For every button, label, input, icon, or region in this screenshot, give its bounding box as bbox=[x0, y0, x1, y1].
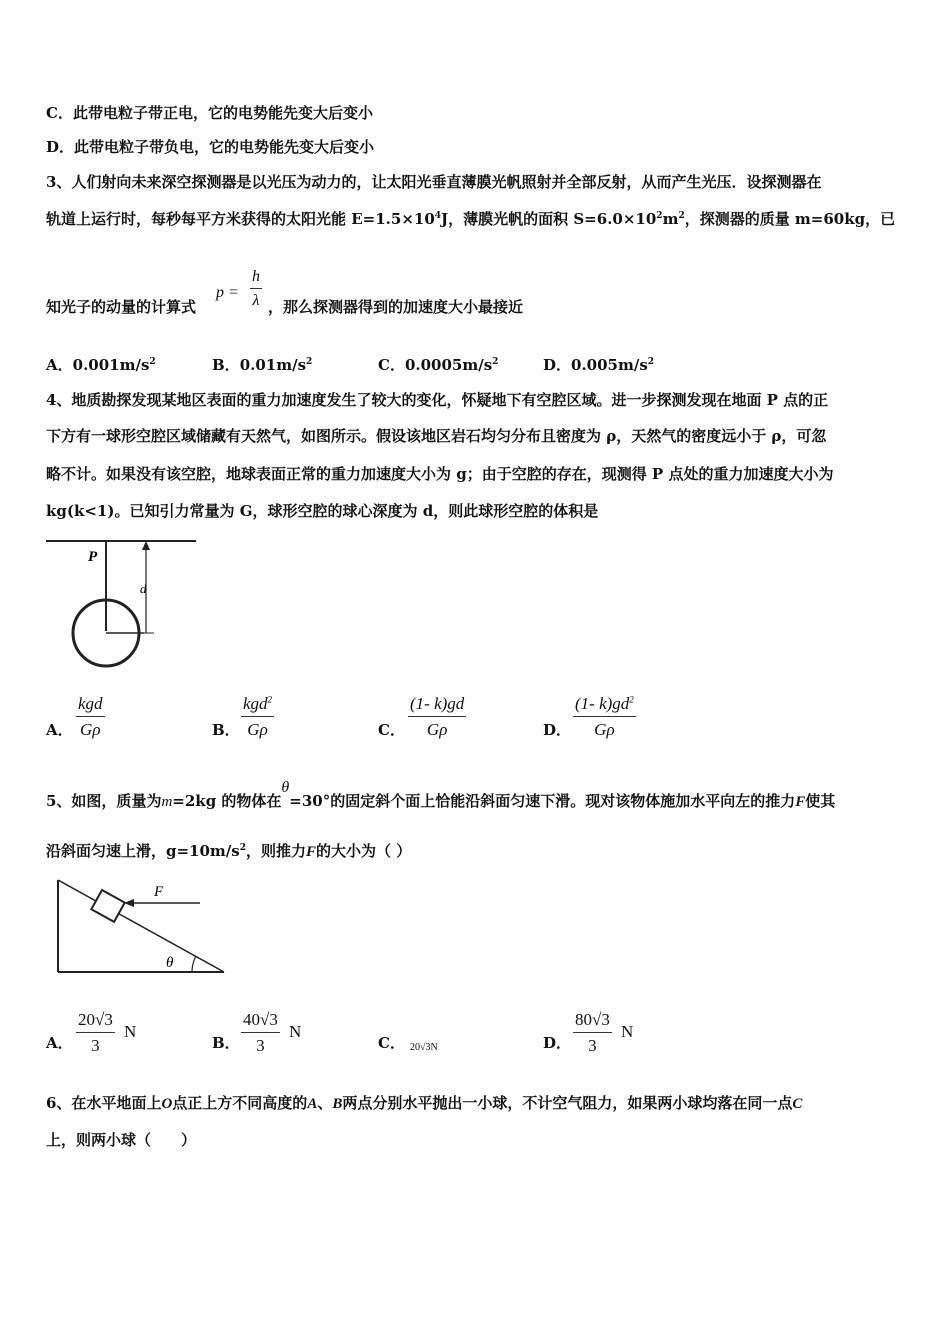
q5-option-b-fraction: $\frac{40√3}{3}$ bbox=[243, 1010, 278, 1055]
q3-option-d: D．$0.005m/s^2$ bbox=[543, 356, 655, 374]
q4-line1: 4、地质勘探发现某地区表面的重力加速度发生了较大的变化，怀疑地下有空腔区域。进一步探测发现在地面 P 点的正 bbox=[46, 391, 829, 409]
q5-option-a-label: A． bbox=[46, 1034, 73, 1052]
formula-p: p = bbox=[216, 284, 239, 301]
q3-line3b: ，那么探测器得到的加速度大小最接近 bbox=[268, 298, 524, 316]
q3-exp1: 4 bbox=[434, 211, 442, 221]
q4-line2: 下方有一球形空腔区域储藏有天然气，如图所示。假设该地区岩石均匀分布且密度为 ρ，天然气的密度远小于 ρ，可忽 bbox=[46, 427, 827, 445]
force-arrow-head bbox=[124, 899, 134, 907]
q5-option-d-fraction: $\frac{80√3}{3}$ bbox=[575, 1010, 610, 1055]
q3-line1: 3、人们射向未来深空探测器是以光压为动力的，让太阳光垂直薄膜光帆照射并全部反射，从而产生光压．设探测器在 bbox=[46, 173, 822, 191]
q3-line2 bbox=[46, 208, 895, 229]
label-theta: θ bbox=[166, 955, 174, 971]
q4-line3: 略不计。如果没有该空腔，地球表面正常的重力加速度大小为 g；由于空腔的存在，现测得 P 点处的重力加速度大小为 bbox=[46, 465, 834, 483]
q2-option-c: C．此带电粒子带正电，它的电势能先变大后变小 bbox=[46, 104, 373, 122]
q5-option-b-unit: N bbox=[289, 1022, 302, 1041]
incline-diagram bbox=[54, 870, 244, 980]
formula-h: h bbox=[250, 268, 262, 289]
q3-option-b: B．$0.01m/s^2$ bbox=[212, 356, 313, 374]
q6-line1: 6、在水平地面上O点正上方不同高度的A、B两点分别水平抛出一小球，不计空气阻力，如果两小球均落在同一点C bbox=[46, 1094, 803, 1112]
formula-lambda: λ bbox=[252, 292, 260, 309]
q3-line3a: 知光子的动量的计算式 bbox=[46, 298, 197, 316]
q3-line2b: J，薄膜光帆的面积 S=6.0×10 bbox=[441, 210, 657, 228]
incline-slope bbox=[58, 880, 224, 972]
q4-option-a-label: A． bbox=[46, 721, 73, 739]
label-f: F bbox=[154, 884, 164, 900]
q5-option-a-fraction: $\frac{20√3}{3}$ bbox=[78, 1010, 113, 1055]
q4-option-c-fraction: $\frac{(1- k)gd}{G\rho}$ bbox=[410, 694, 465, 739]
q5-option-c-value: 20√3N bbox=[410, 1042, 438, 1053]
q4-option-d-label: D． bbox=[543, 721, 572, 739]
q5-line1: 5、如图，质量为m=2kg 的物体在θ=30°的固定斜个面上恰能沿斜面匀速下滑。现对该物体施加水平向左的推力F使其 bbox=[46, 779, 836, 810]
block bbox=[91, 890, 124, 922]
q3-exp2: 2 bbox=[656, 211, 663, 221]
q3-line2a: 轨道上运行时，每秒每平方米获得的太阳光能 E=1.5×10 bbox=[46, 210, 435, 228]
q4-option-a-fraction: kgd Gρ bbox=[78, 694, 103, 739]
q4-option-b-fraction: kgd$^2$ Gρ bbox=[243, 694, 273, 739]
q4-line4: kg(k<1)。已知引力常量为 G，球形空腔的球心深度为 d，则此球形空腔的体积是 bbox=[46, 502, 599, 520]
q2-option-d: D．此带电粒子带负电，它的电势能先变大后变小 bbox=[46, 138, 375, 156]
q3-option-c: C．$0.0005m/s^2$ bbox=[378, 356, 499, 374]
angle-arc bbox=[192, 956, 196, 972]
theta-symbol: θ bbox=[281, 779, 290, 796]
label-d: d bbox=[140, 581, 147, 596]
q3-exp3: 2 bbox=[678, 211, 685, 221]
q5-option-a-unit: N bbox=[124, 1022, 137, 1041]
depth-arrow-head bbox=[142, 541, 150, 550]
q6-line2: 上，则两小球（ ） bbox=[46, 1131, 197, 1149]
mass-symbol: m bbox=[161, 794, 173, 810]
q5-option-c-label: C． bbox=[378, 1034, 405, 1052]
q4-option-c-label: C． bbox=[378, 721, 405, 739]
q5-option-d-label: D． bbox=[543, 1034, 572, 1052]
q5-line2: 沿斜面匀速上滑，$g=10m/s^2$，则推力F的大小为（ ） bbox=[46, 842, 412, 860]
q4-option-d-fraction: $\frac{(1- k)gd^2}{G\rho}$ bbox=[575, 694, 634, 739]
q3-line2d: ，探测器的质量 m=60kg，已 bbox=[684, 210, 896, 228]
q3-option-a: A．$0.001m/s^2$ bbox=[46, 356, 156, 374]
q4-option-b-label: B． bbox=[212, 721, 240, 739]
q5-option-b-label: B． bbox=[212, 1034, 240, 1052]
momentum-formula bbox=[218, 268, 262, 310]
q3-line2c: m bbox=[662, 210, 679, 228]
q5-option-d-unit: N bbox=[621, 1022, 634, 1041]
cavity-diagram bbox=[44, 535, 204, 675]
label-p: P bbox=[88, 549, 98, 565]
